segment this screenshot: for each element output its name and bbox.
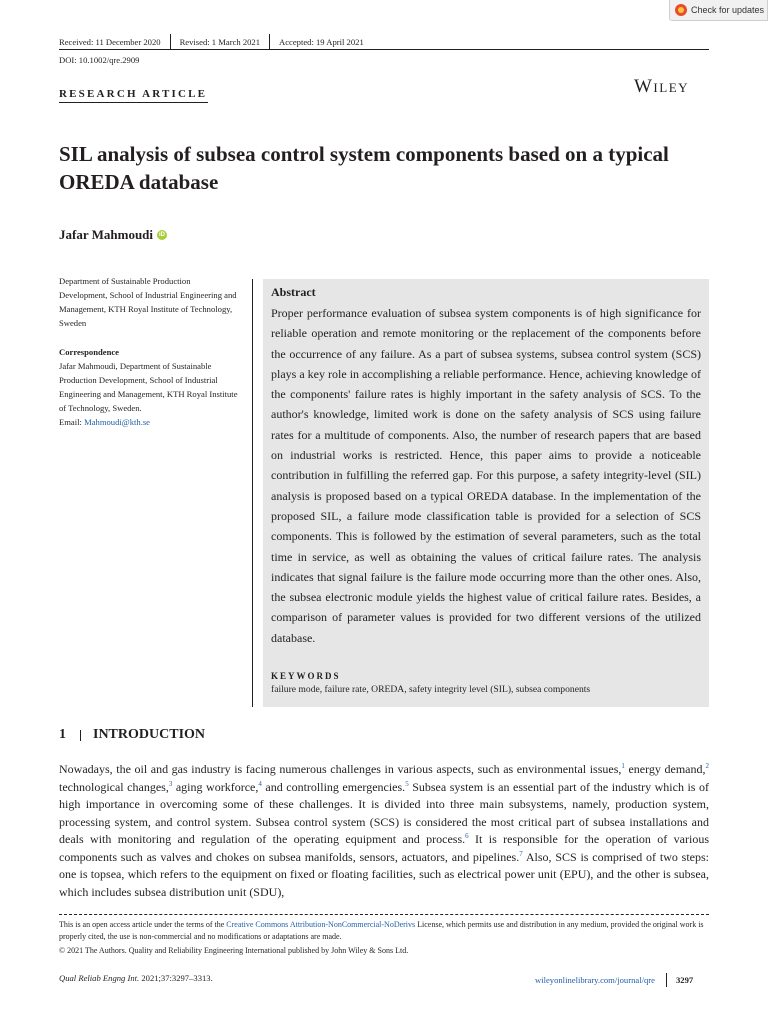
reference-link[interactable]: 4 — [258, 779, 262, 788]
footer-right — [535, 973, 693, 987]
revised-date: Revised: 1 March 2021 — [179, 36, 261, 47]
check-for-updates-button[interactable] — [669, 0, 768, 21]
author-name[interactable]: Jafar Mahmoudi — [59, 227, 154, 242]
intro-text: energy demand, — [624, 762, 706, 776]
intro-text: Subsea system is an essential part of the industry which is of high importance in overcoming some of these challenges. It is divided into three main subsystems, namely, production system, processing system, and control system. Subsea control system (SCS) is considered the most critical part of subsea installations and deals with monitoring and regulation of the operating equipment and process. — [59, 779, 710, 846]
affiliation-text: Department of Sustainable Production Development, School of Industrial Engineering and Management, KTH Royal Institute of Technology, Sweden — [59, 276, 237, 328]
license-text: License, which permits use and distribution in any medium, provided the original work is properly cited, the use is non-commercial and no modifications or adaptations are made. — [59, 920, 704, 941]
section-separator — [80, 730, 81, 741]
introduction-paragraph — [59, 761, 709, 901]
keywords-text: failure mode, failure rate, OREDA, safety integrity level (SIL), subsea components — [271, 684, 591, 695]
intro-text: aging workforce, — [172, 779, 259, 794]
email-link[interactable]: Mahmoudi@kth.se — [84, 417, 150, 427]
doi[interactable]: DOI: 10.1002/qre.2909 — [59, 55, 140, 65]
reference-link[interactable]: 7 — [519, 849, 523, 858]
crossmark-icon — [675, 4, 687, 16]
intro-text: It is responsible for the operation of various components such as valves and chokes on subsea manifolds, sensors, actuators, and pipelines. — [59, 832, 710, 864]
license-link[interactable]: Creative Commons Attribution-NonCommercial-NoDerivs — [226, 920, 416, 929]
article-dates — [59, 34, 364, 49]
reference-link[interactable]: 1 — [621, 762, 625, 770]
intro-text: technological changes, — [59, 779, 169, 794]
article-title: SIL analysis of subsea control system components based on a typical OREDA database — [59, 142, 669, 194]
license-note — [59, 919, 709, 942]
citation-details: 2021;37:3297–3313. — [139, 973, 213, 983]
header-rule — [59, 49, 709, 50]
reference-link[interactable]: 2 — [705, 762, 709, 770]
footnote-rule — [59, 914, 709, 915]
abstract-heading: Abstract — [271, 285, 316, 299]
copyright: © 2021 The Authors. Quality and Reliability Engineering International published by John Wiley & Sons Ltd. — [59, 946, 409, 955]
email-label: Email: — [59, 417, 82, 427]
check-for-updates-label: Check for updates — [691, 5, 765, 15]
section-title: INTRODUCTION — [93, 727, 206, 742]
article-type: RESEARCH ARTICLE — [59, 88, 208, 100]
reference-link[interactable]: 6 — [465, 832, 469, 840]
license-text: This is an open access article under the terms of the — [59, 920, 227, 929]
intro-text: Nowadays, the oil and gas industry is facing numerous challenges in various aspects, such as environmental issues, — [59, 762, 622, 776]
received-date: Received: 11 December 2020 — [59, 36, 161, 47]
date-separator — [269, 34, 270, 49]
correspondence-text: Jafar Mahmoudi, Department of Sustainable Production Development, School of Industrial Engineering and Management, KTH Royal Institute of Technology, Sweden. — [59, 361, 238, 413]
correspondence — [59, 345, 239, 429]
orcid-icon[interactable]: iD — [159, 232, 166, 238]
section-number: 1 — [59, 727, 66, 742]
publisher-logo: Wiley — [634, 76, 690, 97]
intro-text: and controlling emergencies. — [261, 779, 406, 794]
keywords-heading: KEYWORDS — [271, 671, 341, 681]
article-type-rule — [59, 102, 208, 103]
author — [59, 227, 167, 243]
footer-separator — [666, 973, 667, 987]
journal-url[interactable]: wileyonlinelibrary.com/journal/qre — [535, 975, 655, 985]
date-separator — [170, 34, 171, 49]
page-number: 3297 — [675, 975, 694, 985]
section-heading — [59, 727, 205, 743]
journal-name: Qual Reliab Engng Int. — [59, 973, 140, 983]
correspondence-email — [59, 415, 239, 429]
intro-text: Also, SCS is comprised of two steps: one is topsea, which refers to the equipment on fixed or floating facilities, such as electrical power unit (EPU), and the other is subsea, which includes subsea distribution unit (SDU), — [59, 849, 709, 899]
correspondence-heading: Correspondence — [59, 347, 119, 357]
reference-link[interactable]: 3 — [168, 779, 173, 788]
reference-link[interactable]: 5 — [405, 779, 409, 788]
journal-citation — [59, 973, 213, 983]
abstract-divider — [252, 279, 253, 707]
accepted-date: Accepted: 19 April 2021 — [279, 36, 364, 47]
abstract-text: Proper performance evaluation of subsea system components is of high significance for reliable operation and remote monitoring or the replacement of the components before the occurrence of any failure. As a part of subsea systems, subsea control system (SCS) plays a key role in accomplishing a reliable performance. Hence, achieving knowledge of the components' failure rates is highly important in the safety analysis of SCS. To the author's knowledge, limited work is done on the safety analysis of SCS using failure rates for a multitude of components. Also, the number of research papers that are based on industrial works is restricted. Hence, this paper aims to provide a noticeable contribution in fulfilling the referred gap. For this purpose, a safety integrity-level (SIL) analysis is proposed based on a typical OREDA database. In the implementation of the proposed SIL, a failure mode classification table is provided for a selection of SCS components. This is followed by the estimation of several parameters, such as the total time in service, as well as obtaining the values of critical failure rates. The analysis indicates that signal failure is the failure mode occurring more than the other ones. Also, the subsea electronic module yields the highest value of critical failure rates. Besides, a comparison of parameter values is provided for two different versions of the utilized database. — [271, 306, 701, 645]
affiliation — [59, 274, 239, 330]
